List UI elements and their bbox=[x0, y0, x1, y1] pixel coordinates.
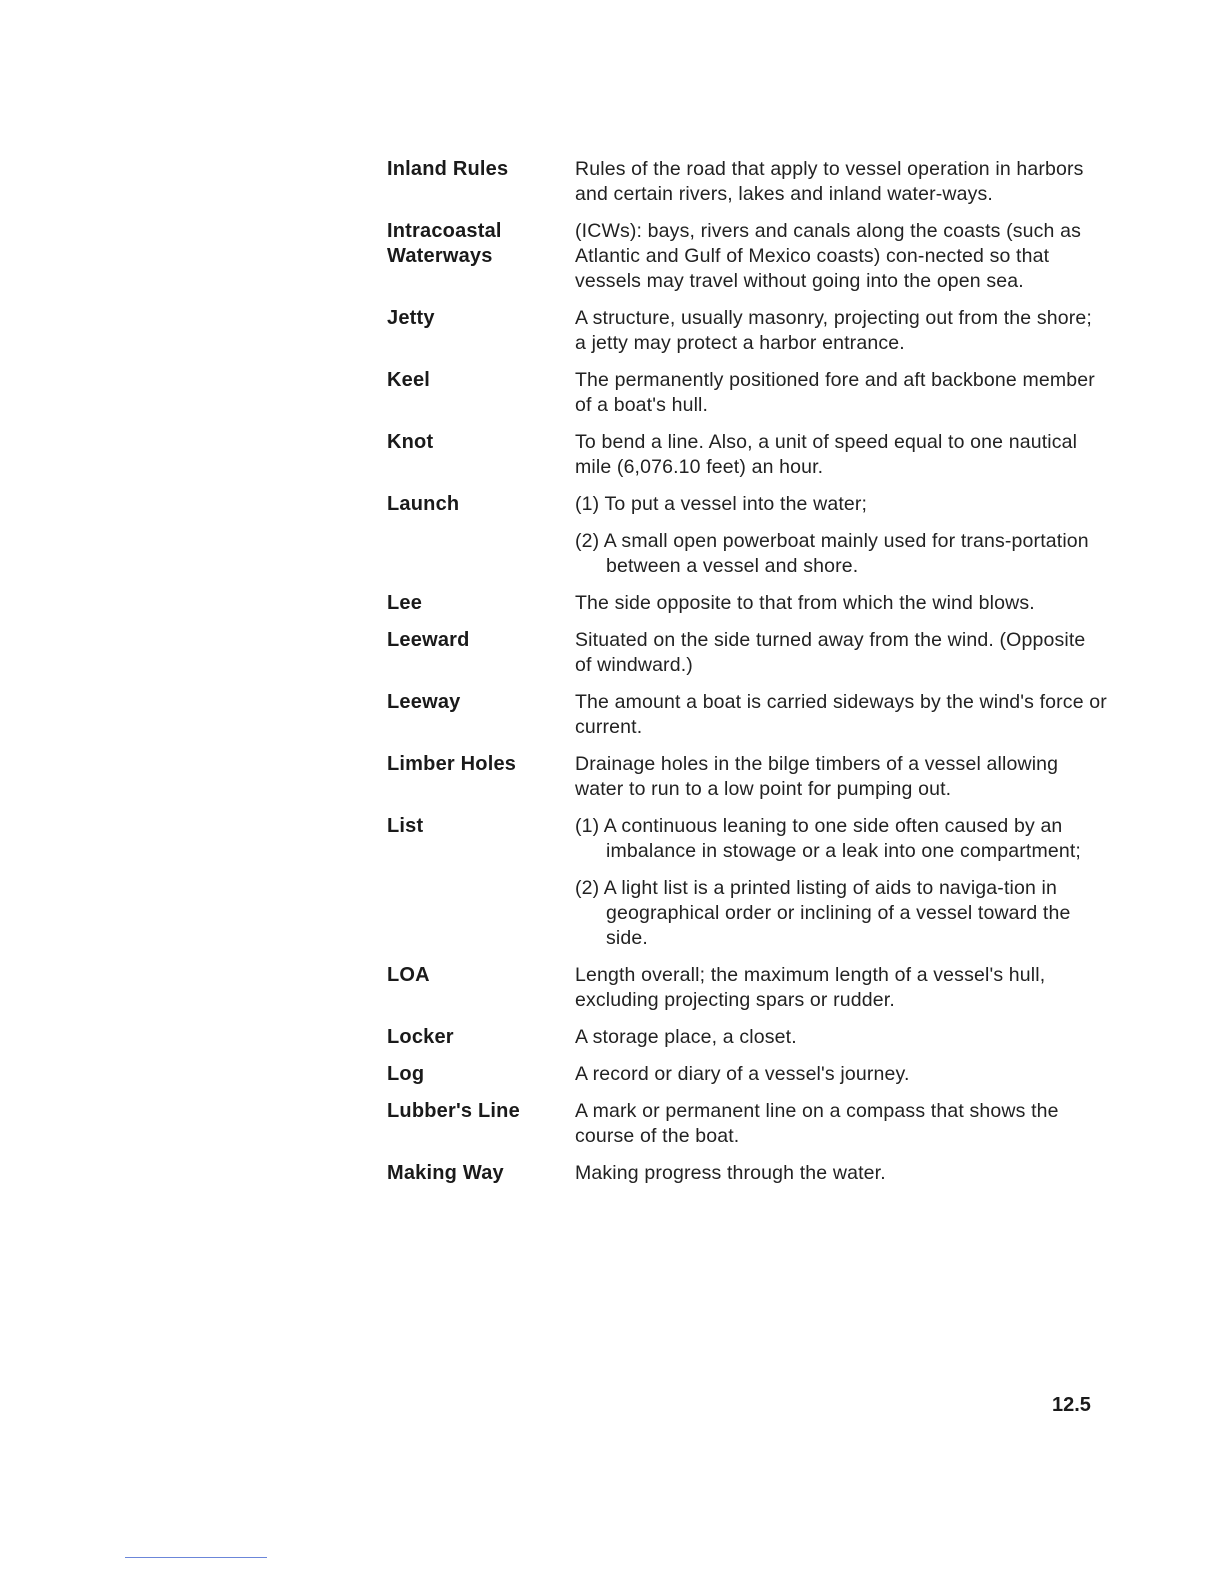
glossary-term: Launch bbox=[387, 493, 460, 515]
glossary-definition: The amount a boat is carried sideways by the wind's force or current. bbox=[575, 691, 1107, 738]
glossary-definitions bbox=[575, 591, 1107, 616]
glossary-entry-lee bbox=[387, 591, 1107, 616]
glossary-term: Leeward bbox=[387, 629, 470, 651]
glossary-definition: Situated on the side turned away from the wind. (Opposite of windward.) bbox=[575, 629, 1086, 676]
glossary-entry-leeway bbox=[387, 690, 1107, 740]
glossary-definitions bbox=[575, 963, 1107, 1013]
glossary-definition: To bend a line. Also, a unit of speed equal to one nautical mile (6,076.10 feet) an hour. bbox=[575, 431, 1078, 478]
footer-rule bbox=[125, 1557, 267, 1558]
glossary-definition: Length overall; the maximum length of a vessel's hull, excluding projecting spars or rudder. bbox=[575, 964, 1046, 1011]
glossary-term: Making Way bbox=[387, 1162, 504, 1184]
glossary-definitions bbox=[575, 1062, 1107, 1087]
glossary-definition: The permanently positioned fore and aft backbone member of a boat's hull. bbox=[575, 369, 1095, 416]
glossary-entry-list bbox=[387, 814, 1107, 951]
glossary-term: Knot bbox=[387, 431, 434, 453]
glossary-definition: Drainage holes in the bilge timbers of a vessel allowing water to run to a low point for pumping out. bbox=[575, 753, 1059, 800]
glossary-term: Jetty bbox=[387, 307, 435, 329]
glossary-entry-locker bbox=[387, 1025, 1107, 1050]
glossary-term: Lee bbox=[387, 592, 423, 614]
glossary-definitions bbox=[575, 368, 1107, 418]
glossary-definitions bbox=[575, 219, 1107, 294]
glossary-definition: (2) A small open powerboat mainly used for trans-portation between a vessel and shore. bbox=[575, 530, 1089, 577]
glossary-definition: A mark or permanent line on a compass that shows the course of the boat. bbox=[575, 1100, 1059, 1147]
glossary-definition: A storage place, a closet. bbox=[575, 1026, 797, 1048]
glossary-definition: (ICWs): bays, rivers and canals along the coasts (such as Atlantic and Gulf of Mexico coasts) con-nected so that vessels may travel without going into the open sea. bbox=[575, 220, 1081, 292]
glossary-definitions bbox=[575, 1161, 1107, 1186]
glossary-definitions bbox=[575, 157, 1107, 207]
glossary-definitions bbox=[575, 814, 1107, 951]
glossary-term: Keel bbox=[387, 369, 431, 391]
glossary-entry-keel bbox=[387, 368, 1107, 418]
glossary-entry-leeward bbox=[387, 628, 1107, 678]
glossary-term: LOA bbox=[387, 964, 430, 986]
glossary-definition: (1) To put a vessel into the water; bbox=[575, 493, 868, 515]
glossary-definitions bbox=[575, 492, 1107, 579]
glossary-term: List bbox=[387, 815, 424, 837]
glossary-definitions bbox=[575, 628, 1107, 678]
glossary-term: Intracoastal Waterways bbox=[387, 220, 502, 267]
glossary-entry-launch bbox=[387, 492, 1107, 579]
glossary-definition: A record or diary of a vessel's journey. bbox=[575, 1063, 910, 1085]
glossary-definitions bbox=[575, 306, 1107, 356]
glossary-list bbox=[387, 157, 1107, 1186]
glossary-definition: Making progress through the water. bbox=[575, 1162, 886, 1184]
glossary-entry-limber-holes bbox=[387, 752, 1107, 802]
glossary-entry-knot bbox=[387, 430, 1107, 480]
glossary-term: Inland Rules bbox=[387, 158, 509, 180]
page-number: 12.5 bbox=[1052, 1394, 1091, 1416]
glossary-entry-inland-rules bbox=[387, 157, 1107, 207]
glossary-definition: A structure, usually masonry, projecting out from the shore; a jetty may protect a harbor entrance. bbox=[575, 307, 1092, 354]
glossary-definitions bbox=[575, 752, 1107, 802]
glossary-entry-log bbox=[387, 1062, 1107, 1087]
glossary-definitions bbox=[575, 690, 1107, 740]
glossary-term: Limber Holes bbox=[387, 753, 517, 775]
glossary-term: Log bbox=[387, 1063, 425, 1085]
glossary-definition: The side opposite to that from which the wind blows. bbox=[575, 592, 1035, 614]
glossary-definition: Rules of the road that apply to vessel operation in harbors and certain rivers, lakes and inland water-ways. bbox=[575, 158, 1084, 205]
glossary-term: Locker bbox=[387, 1026, 454, 1048]
glossary-definitions bbox=[575, 430, 1107, 480]
glossary-entry-lubbers-line bbox=[387, 1099, 1107, 1149]
glossary-term: Leeway bbox=[387, 691, 461, 713]
glossary-entry-intracoastal-waterways bbox=[387, 219, 1107, 294]
glossary-term: Lubber's Line bbox=[387, 1100, 520, 1122]
glossary-entry-making-way bbox=[387, 1161, 1107, 1186]
glossary-definitions bbox=[575, 1099, 1107, 1149]
glossary-entry-loa bbox=[387, 963, 1107, 1013]
glossary-definitions bbox=[575, 1025, 1107, 1050]
glossary-definition: (1) A continuous leaning to one side often caused by an imbalance in stowage or a leak into one compartment; bbox=[575, 815, 1081, 862]
glossary-entry-jetty bbox=[387, 306, 1107, 356]
glossary-definition: (2) A light list is a printed listing of aids to naviga-tion in geographical order or inclining of a vessel toward the side. bbox=[575, 877, 1071, 949]
